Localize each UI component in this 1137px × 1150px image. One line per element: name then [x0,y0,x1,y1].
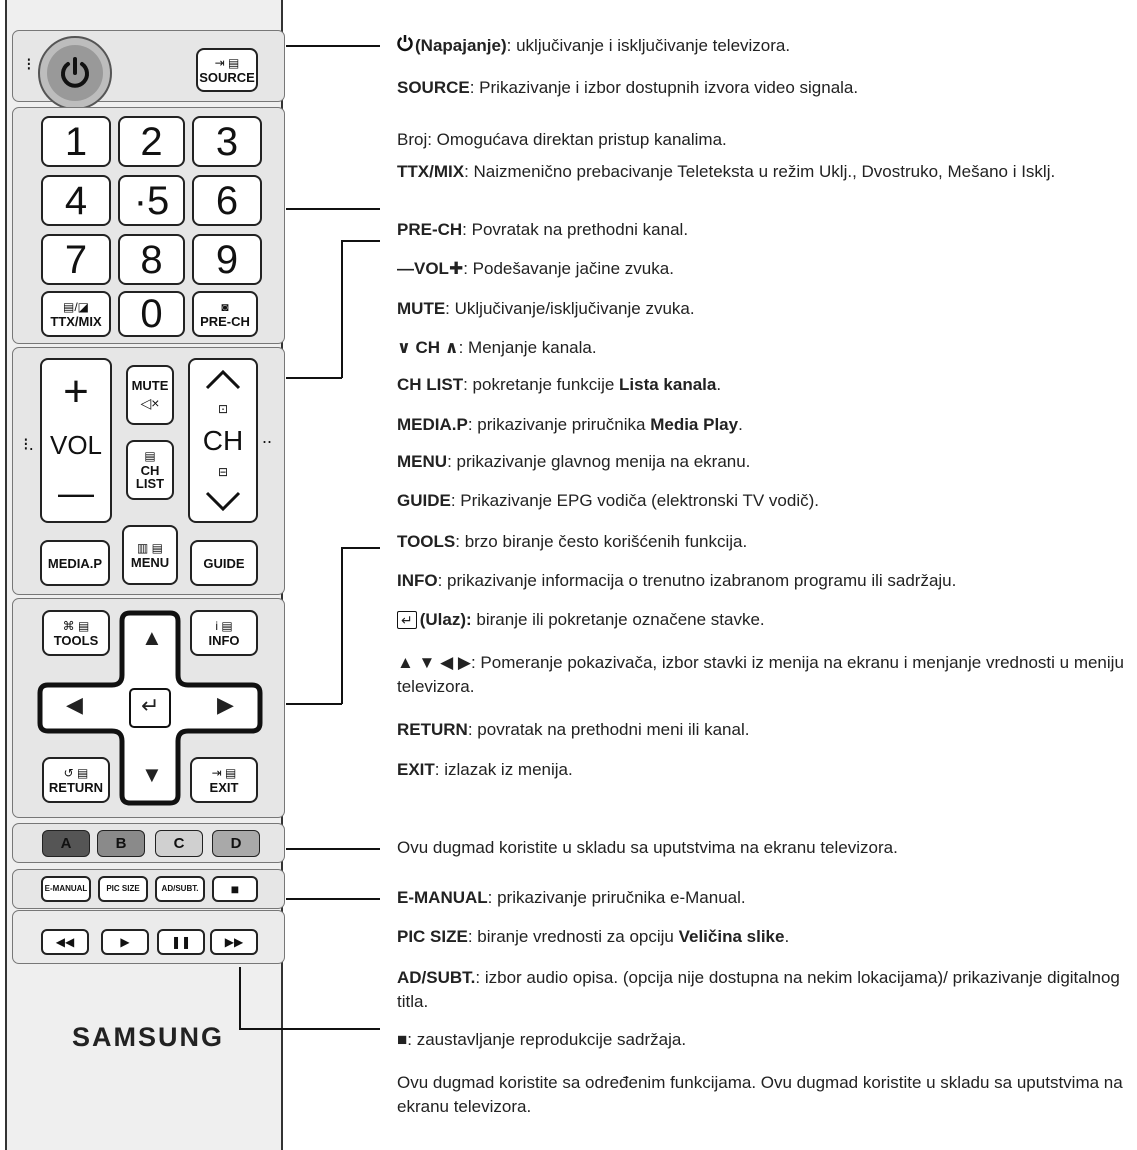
leader-line [341,240,380,242]
e-manual-button[interactable]: E-MANUAL [41,876,91,902]
channel-icon-top: ⊡ [217,402,229,417]
description-item [397,128,1133,152]
number-0-button[interactable]: 0 [118,291,185,337]
return-icon: ↺ ▤ [63,765,89,780]
menu-icon: ▥ ▤ [136,540,163,555]
description-highlight: Media Play [650,415,739,434]
channel-icon-bottom: ⊟ [217,464,229,479]
number-6-button[interactable]: 6 [192,175,262,226]
description-item [397,297,1133,321]
description-key: TOOLS [397,532,456,551]
description-text: : prikazivanje priručnika e-Manual. [487,888,746,907]
number-3-button[interactable]: 3 [192,116,262,167]
description-item [397,34,1133,59]
pic-size-button[interactable]: PIC SIZE [98,876,148,902]
description-key: CH LIST [397,375,464,394]
channel-down-icon [203,489,243,513]
description-key: INFO [397,571,438,590]
leader-line [239,967,241,1029]
nav-down-arrow[interactable]: ▼ [141,762,163,787]
pre-ch-button[interactable] [192,291,258,337]
tools-icon: ⌘ ▤ [62,618,90,633]
description-item [397,489,1133,513]
description-item [397,608,1133,632]
leader-line [239,1028,380,1030]
indicator-dots: ⁝ [26,54,32,74]
description-item [397,160,1133,184]
leader-line [286,898,380,900]
description-key: TTX/MIX [397,162,465,181]
description-key: ▲ ▼ ◀ ▶ [397,653,471,672]
description-key: SOURCE [397,78,470,97]
enter-icon: ↵ [397,611,417,629]
description-key: EXIT [397,760,435,779]
source-icon: ⇥ ▤ [214,55,240,70]
description-item [397,925,1133,949]
stop-button[interactable]: ■ [212,876,258,902]
indicator-dots-left: ⁝. [23,434,34,454]
description-tail: . [784,927,790,946]
channel-label: CH [202,424,244,456]
description-tail: . [716,375,722,394]
fast-forward-button[interactable]: ▶▶ [210,929,258,955]
description-tail: . [738,415,743,434]
description-text: : zaustavljanje reprodukcije sadržaja. [407,1030,687,1049]
description-text: : uključivanje i isključivanje televizora. [506,36,791,55]
indicator-dots-right: .. [262,427,273,447]
power-icon [397,34,413,59]
media-p-button[interactable]: MEDIA.P [40,540,110,586]
description-text: : Prikazivanje EPG vodiča (elektronski TV vodič). [450,491,819,510]
ttx-icon: ▤/◪ [62,299,89,314]
number-8-button[interactable]: 8 [118,234,185,285]
description-text: : brzo biranje često korišćenih funkcija. [455,532,748,551]
number-4-button[interactable]: 4 [41,175,111,226]
description-key: MENU [397,452,448,471]
number-7-button[interactable]: 7 [41,234,111,285]
description-key: AD/SUBT. [397,968,476,987]
description-text: : izlazak iz menija. [434,760,573,779]
ch-list-button[interactable] [126,440,174,500]
description-key: ∨ CH ∧ [397,338,459,357]
description-key: PIC SIZE [397,927,468,946]
description-item [397,886,1133,910]
description-item [397,257,1133,281]
channel-rocker[interactable] [188,358,258,523]
description-item [397,336,1133,360]
description-item [397,76,1133,100]
description-item [397,569,1133,593]
description-text: : prikazivanje informacija o trenutno izabranom programu ili sadržaju. [437,571,957,590]
pre-ch-label: PRE-CH [200,313,250,329]
description-text: Broj: Omogućava direktan pristup kanalima. [397,130,727,149]
leader-line [286,45,380,47]
enter-icon[interactable]: ↵ [141,693,160,718]
source-button[interactable] [196,48,258,92]
description-key: PRE-CH [397,220,463,239]
leader-line [341,240,343,378]
description-item [397,966,1133,1014]
exit-icon: ⇥ ▤ [211,765,237,780]
volume-up-label: + [63,367,89,416]
ch-list-icon: ▤ [144,449,156,463]
description-item [397,758,1133,782]
leader-line [341,547,343,704]
rewind-button[interactable]: ◀◀ [41,929,89,955]
description-text: : izbor audio opisa. (opcija nije dostupna na nekim lokacijama)/ prikazivanje digitalnog titla. [397,968,1120,1011]
leader-line [286,208,380,210]
samsung-logo: SAMSUNG [71,1022,224,1052]
description-item [397,530,1133,554]
description-text: : povratak na prethodni meni ili kanal. [467,720,750,739]
description-item [397,651,1133,699]
leader-line [286,377,342,379]
description-text: : pokretanje funkcije [463,375,620,394]
ch-list-label-2: LIST [135,476,165,491]
description-text: : Menjanje kanala. [458,338,597,357]
description-item [397,450,1133,474]
number-5-button[interactable]: ·5 [118,175,185,226]
description-text: : Pomeranje pokazivača, izbor stavki iz menija na ekranu i menjanje vrednosti u meniju televizora. [397,653,1124,696]
number-9-button[interactable]: 9 [192,234,262,285]
ttx-label: TTX/MIX [50,313,102,329]
ttx-mix-button[interactable] [41,291,111,337]
description-text: Ovu dugmad koristite sa određenim funkcijama. Ovu dugmad koristite u skladu sa uputstvima na ekranu televizora. [397,1073,1123,1116]
description-key: RETURN [397,720,468,739]
color-button-b[interactable]: B [97,830,145,857]
description-text: : Prikazivanje i izbor dostupnih izvora video signala. [469,78,859,97]
ch-list-label-1: CH [140,463,160,478]
return-label: RETURN [48,779,104,795]
number-2-button[interactable]: 2 [118,116,185,167]
ad-subt-button[interactable]: AD/SUBT. [155,876,205,902]
description-key: MUTE [397,299,446,318]
mute-icon: ◁× [140,394,160,411]
description-highlight: Veličina slike [678,927,785,946]
volume-rocker[interactable] [40,358,112,523]
volume-label: VOL [49,429,103,460]
description-text: : Naizmenično prebacivanje Teleteksta u režim Uklj., Dvostruko, Mešano i Isklj. [464,162,1056,181]
description-item [397,1071,1133,1119]
nav-right-arrow[interactable]: ▶ [217,692,234,717]
power-icon [47,45,103,101]
nav-up-arrow[interactable]: ▲ [141,625,163,650]
channel-up-icon [203,368,243,392]
exit-label: EXIT [209,779,239,795]
guide-button[interactable]: GUIDE [190,540,258,586]
info-label: INFO [208,632,240,648]
description-key: MEDIA.P [397,415,468,434]
menu-button[interactable] [122,525,178,585]
description-key: (Napajanje) [415,36,507,55]
power-button[interactable] [38,36,112,110]
description-key: (Ulaz): [419,610,472,629]
pause-button[interactable]: ❚❚ [157,929,205,955]
description-item [397,413,1133,437]
description-text: : biranje vrednosti za opciju [467,927,679,946]
menu-label: MENU [130,554,170,570]
description-text: : prikazivanje priručnika [467,415,651,434]
description-key: —VOL✚ [397,259,464,278]
description-text: biranje ili pokretanje označene stavke. [471,610,765,629]
description-key: GUIDE [397,491,451,510]
description-key: ■ [397,1030,408,1049]
color-button-a[interactable]: A [42,830,90,857]
description-item [397,1028,1133,1052]
description-key: E-MANUAL [397,888,488,907]
description-text: Ovu dugmad koristite u skladu sa uputstvima na ekranu televizora. [397,838,898,857]
mute-label: MUTE [131,377,169,393]
mute-button[interactable] [126,365,174,425]
description-item [397,218,1133,242]
description-item [397,836,1133,860]
description-text: : Uključivanje/isključivanje zvuka. [445,299,695,318]
volume-down-label: — [58,472,94,513]
description-highlight: Lista kanala [619,375,717,394]
description-text: : Podešavanje jačine zvuka. [463,259,674,278]
color-button-d[interactable]: D [212,830,260,857]
source-label: SOURCE [199,69,255,85]
leader-line [286,703,342,705]
play-button[interactable]: ▶ [101,929,149,955]
description-text: : Povratak na prethodni kanal. [462,220,689,239]
description-item [397,718,1133,742]
color-button-c[interactable]: C [155,830,203,857]
description-item [397,373,1133,397]
description-text: : prikazivanje glavnog menija na ekranu. [447,452,751,471]
pre-ch-icon: ◙ [221,299,229,314]
nav-left-arrow[interactable]: ◀ [66,692,83,717]
tools-label: TOOLS [53,632,99,648]
leader-line [286,848,380,850]
leader-line [341,547,380,549]
number-1-button[interactable]: 1 [41,116,111,167]
info-icon: i ▤ [215,618,233,633]
